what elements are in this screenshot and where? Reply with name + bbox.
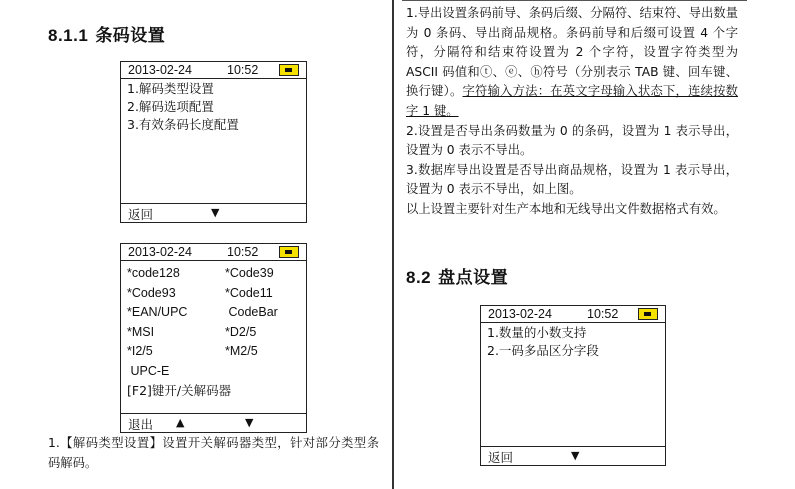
f2-hint: [F2]键开/关解码器: [127, 383, 232, 398]
menu-item-decode-type[interactable]: 1.解码类型设置: [127, 81, 214, 96]
status-bar: [121, 62, 306, 79]
decoder-item[interactable]: *code128: [127, 266, 180, 280]
heading-number: 8.1.1: [48, 26, 89, 45]
decoder-item[interactable]: UPC-E: [127, 363, 170, 378]
decoder-row: [127, 323, 297, 343]
status-date: 2013-02-24: [488, 307, 552, 321]
device-screen-inventory-settings: [480, 305, 666, 466]
device-screen-barcode-settings: [120, 61, 307, 223]
heading-title: 盘点设置: [438, 268, 509, 288]
para-export-2: 2.设置是否导出条码数量为 0 的条码，设置为 1 表示导出，设置为 0 表示不导出。: [406, 123, 738, 158]
status-time: 10:52: [227, 63, 259, 77]
soft-key-bar: [121, 413, 306, 432]
status-bar: [121, 244, 306, 261]
decoder-row: [127, 303, 297, 323]
menu-list: [127, 80, 239, 134]
menu-item-decode-options[interactable]: 2.解码选项配置: [127, 99, 214, 114]
menu-item-decimal-support[interactable]: 1.数量的小数支持: [487, 325, 587, 340]
heading-title: 条码设置: [95, 26, 166, 46]
column-divider: [392, 0, 394, 489]
decoder-item[interactable]: *MSI: [127, 324, 155, 339]
status-date: 2013-02-24: [128, 245, 192, 259]
decoder-item[interactable]: *M2/5: [225, 344, 258, 358]
back-softkey[interactable]: 返回: [488, 450, 514, 465]
decoder-row: [127, 342, 297, 362]
battery-icon: [279, 246, 299, 258]
decoder-row: [127, 284, 297, 304]
decoder-item[interactable]: *D2/5: [225, 324, 257, 339]
decoder-item[interactable]: *Code93: [127, 285, 176, 300]
para-export-1-text: 1.导出设置条码前导、条码后缀、分隔符、结束符、导出数量为 0 条码、导出商品规格。条码前导和后缀可设置 4 个字符，分隔符和结束符设置为 2 个字符，设置字符类型为 ASCII 码值和ⓣ、ⓔ、ⓗ符号（分别表示 TAB 键、回车键、换行键）。: [406, 6, 738, 99]
menu-item-multi-product-field[interactable]: 2.一码多品区分字段: [487, 343, 599, 358]
para-export-3: 3.数据库导出设置是否导出商品规格，设置为 1 表示导出，设置为 0 表示不导出，如上图。: [406, 162, 738, 197]
decode-type-note: [48, 434, 379, 473]
exit-softkey[interactable]: 退出: [128, 417, 154, 432]
menu-item-valid-length[interactable]: 3.有效条码长度配置: [127, 117, 239, 132]
status-time: 10:52: [587, 307, 619, 321]
status-bar: [481, 306, 665, 323]
decoder-item[interactable]: CodeBar: [225, 305, 278, 319]
status-date: 2013-02-24: [128, 63, 192, 77]
top-rule: [402, 0, 747, 1]
para-export-1: [406, 4, 738, 122]
status-time: 10:52: [227, 245, 259, 259]
down-arrow-icon[interactable]: ▼: [245, 416, 254, 429]
battery-icon: [279, 64, 299, 76]
section-heading-8-2: [406, 263, 508, 288]
decoder-row: [127, 362, 297, 382]
battery-icon: [638, 308, 658, 320]
decoder-item[interactable]: *I2/5: [127, 344, 153, 358]
down-arrow-icon[interactable]: ▼: [211, 206, 220, 219]
char-input-method-text: 字符输入方法：在英文字母输入状态下，连续按数字 1 键。: [406, 84, 738, 118]
device-screen-decoder-types: [120, 243, 307, 433]
para-export-4: 以上设置主要针对生产本地和无线导出文件数据格式有效。: [406, 201, 726, 216]
back-softkey[interactable]: 返回: [128, 207, 154, 222]
heading-number: 8.2: [406, 268, 432, 287]
note-text: 1.【解码类型设置】设置开关解码器类型，针对部分类型条码解码。: [48, 436, 379, 470]
decoder-row: [127, 264, 297, 284]
menu-list: [487, 324, 599, 360]
decoder-list: [127, 264, 297, 401]
export-settings-description: [406, 4, 738, 220]
down-arrow-icon[interactable]: ▼: [571, 449, 580, 462]
up-arrow-icon[interactable]: ▲: [176, 416, 185, 429]
decoder-item[interactable]: *Code39: [225, 266, 274, 280]
decoder-item[interactable]: *EAN/UPC: [127, 305, 188, 319]
section-heading-8-1-1: [48, 21, 165, 46]
decoder-item[interactable]: *Code11: [225, 285, 273, 300]
soft-key-bar: [121, 203, 306, 222]
soft-key-bar: [481, 446, 665, 465]
